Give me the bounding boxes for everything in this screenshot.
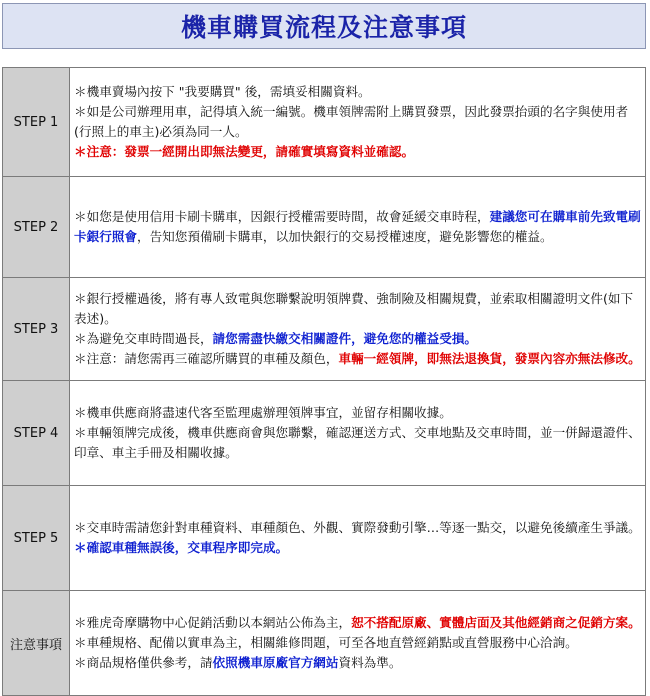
step-row [3, 381, 646, 486]
highlight-text: 確認車種無誤後，交車程序即完成。 [86, 540, 289, 555]
warning-text: 注意：發票一經開出即無法變更，請確實填寫資料並確認。 [86, 143, 415, 159]
step-note-line [74, 403, 641, 423]
step-note-line [74, 538, 641, 558]
note-text: ＊機車賣場內按下 "我要購買" 後，需填妥相關資料。 [74, 84, 371, 100]
step-label: STEP 3 [3, 278, 70, 381]
highlight-text: 建議您可在購車前先致電刷卡銀行照會 [74, 209, 641, 244]
note-text: 資料為準。 [338, 654, 402, 670]
step-label: STEP 4 [3, 381, 70, 486]
highlight-text: 請您需盡快繳交相關證件，避免您的權益受損。 [212, 331, 477, 346]
page-title-bar [2, 3, 646, 49]
step-note-line [74, 653, 641, 673]
step-content [70, 177, 646, 278]
step-note-line [74, 423, 641, 463]
step-note-line [74, 349, 641, 369]
note-text: ＊雅虎奇摩購物中心促銷活動以本網站公佈為主， [74, 615, 352, 631]
step-note-line [74, 207, 641, 247]
note-text: ＊為避免交車時間過長， [74, 331, 213, 346]
steps-table [2, 67, 646, 696]
note-text: ＊車種規格、配備以實車為主，相關維修問題，可至各地直營經銷點或直營服務中心洽詢。 [74, 635, 578, 651]
note-text: ＊交車時需請您針對車種資料、車種顏色、外觀、實際發動引擎…等逐一點交，以避免後續產生爭議。 [74, 520, 641, 536]
step-note-line [74, 613, 641, 633]
step-note-line [74, 102, 641, 142]
step-label: 注意事項 [3, 591, 70, 696]
step-note-line [74, 518, 641, 538]
step-note-line [74, 289, 641, 329]
step-note-line [74, 329, 641, 349]
note-text: ＊銀行授權過後，將有專人致電與您聯繫說明領牌費、強制險及相關規費，並索取相關證明文件(如下表述)。 [74, 291, 634, 327]
step-note-line [74, 82, 641, 102]
note-text: ＊商品規格僅供參考，請 [74, 654, 213, 670]
warning-text: ＊ [74, 143, 87, 159]
note-text: ＊注意：請您需再三確認所購買的車種及顏色， [74, 350, 339, 366]
step-label: STEP 1 [3, 68, 70, 177]
warning-text: 車輛一經領牌，即無法退換貨，發票內容亦無法修改。 [338, 350, 641, 366]
note-text: ，告知您預備刷卡購車，以加快銀行的交易授權速度，避免影響您的權益。 [136, 229, 553, 244]
step-row [3, 68, 646, 177]
page-title: 機車購買流程及注意事項 [180, 13, 467, 42]
step-note-line [74, 633, 641, 653]
step-content [70, 278, 646, 381]
step-row [3, 591, 646, 696]
highlight-text: ＊ [74, 540, 87, 555]
step-content [70, 381, 646, 486]
step-content [70, 591, 646, 696]
step-content [70, 68, 646, 177]
step-row [3, 278, 646, 381]
step-note-line [74, 142, 641, 162]
note-text: ＊如您是使用信用卡刷卡購車，因銀行授權需要時間，故會延緩交車時程， [74, 209, 490, 225]
step-label: STEP 2 [3, 177, 70, 278]
note-text: ＊如是公司辦理用車，記得填入統一編號。機車領牌需附上購買發票，因此發票抬頭的名字與使用者(行照上的車主)必須為同一人。 [74, 104, 629, 139]
highlight-text: 依照機車原廠官方網站 [212, 654, 339, 670]
step-content [70, 486, 646, 591]
step-label: STEP 5 [3, 486, 70, 591]
note-text: ＊機車供應商將盡速代客至監理處辦理領牌事宜，並留存相關收據。 [74, 405, 452, 421]
step-row [3, 177, 646, 278]
warning-text: 恕不搭配原廠、實體店面及其他經銷商之促銷方案。 [351, 615, 641, 631]
note-text: ＊車輛領牌完成後，機車供應商會與您聯繫，確認運送方式、交車地點及交車時間，並一併歸還證件、印章、車主手冊及相關收據。 [74, 425, 641, 460]
step-row [3, 486, 646, 591]
